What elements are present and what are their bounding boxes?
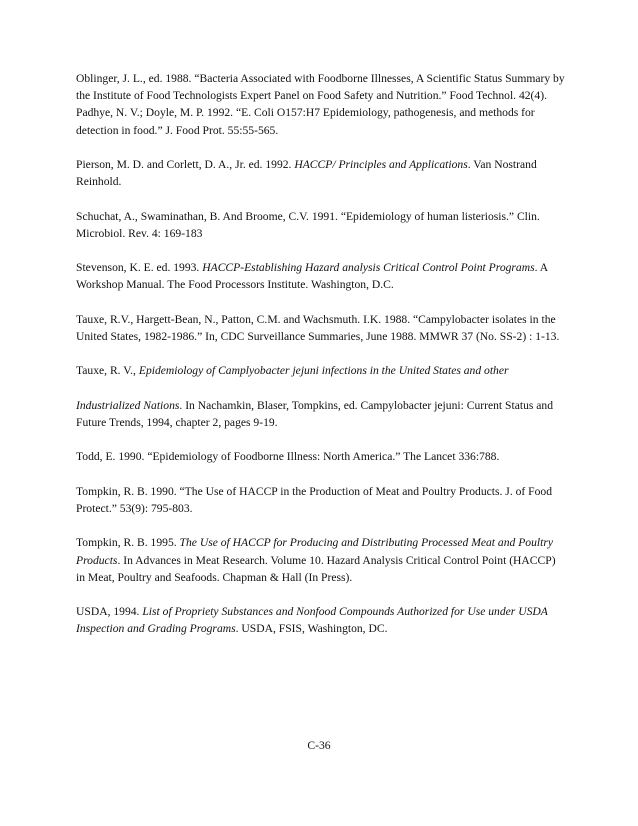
reference-tompkin-1995 — [76, 534, 566, 586]
reference-title: Industrialized Nations — [76, 398, 180, 412]
reference-title: HACCP/ Principles and Applications — [294, 158, 468, 171]
reference-text: Oblinger, J. L., ed. 1988. “Bacteria Associated with Foodborne Illnesses, A Scientific Status Summary by the Institute of Food Technologists Expert Panel on Food Safety and Nutrition.” Food Technol. 42(4). Padhye, N. V.; Doyle, M. P. 1992. “E. Coli O157:H7 Epidemiology, pathogenesis, and methods for detection in food.” J. Food Prot. 55:55-565. — [76, 72, 565, 137]
reference-text: . In Nachamkin, Blaser, Tompkins, ed. Campylobacter jejuni: Current Status and Future Trends, 1994, chapter 2, pages 9-19. — [76, 398, 554, 429]
reference-text: Tompkin, R. B. 1990. “The Use of HACCP in the Production of Meat and Poultry Products. J. of Food Protect.” 53(9): 795-803. — [76, 484, 553, 515]
reference-text: Stevenson, K. E. ed. 1993. — [76, 261, 203, 275]
reference-todd — [76, 448, 566, 465]
reference-schuchat — [76, 208, 566, 242]
reference-stevenson — [76, 259, 566, 293]
reference-text: Tauxe, R.V., Hargett-Bean, N., Patton, C.M. and Wachsmuth. I.K. 1988. “Campylobacter isolates in the United States, 1982-1986.” In, CDC Surveillance Summaries, June 1988. MMWR 37 (No. SS-2) : 1-13. — [76, 312, 560, 343]
reference-oblinger — [76, 70, 566, 139]
page-number: C-36 — [307, 739, 331, 752]
reference-title: List of Propriety Substances and Nonfood Compounds Authorized for Use under USDA Inspection and Grading Programs — [76, 605, 548, 636]
reference-tauxe-1988 — [76, 311, 566, 345]
reference-text: . In Advances in Meat Research. Volume 10. Hazard Analysis Critical Control Point (HACCP) in Meat, Poultry and Seafoods. Chapman & Hall (In Press). — [76, 553, 556, 584]
reference-text: Pierson, M. D. and Corlett, D. A., Jr. ed. 1992. — [76, 158, 295, 171]
reference-text: Schuchat, A., Swaminathan, B. And Broome, C.V. 1991. “Epidemiology of human listeriosis.” Clin. Microbiol. Rev. 4: 169-183 — [76, 209, 540, 240]
reference-title: The Use of HACCP for Producing and Distributing Processed Meat and Poultry Products — [76, 536, 553, 567]
reference-text: . Van Nostrand Reinhold. — [76, 158, 537, 189]
reference-pierson — [76, 156, 566, 190]
reference-text: Tompkin, R. B. 1995. — [76, 536, 180, 550]
reference-text: Tauxe, R. V., — [76, 364, 139, 378]
reference-text: . A Workshop Manual. The Food Processors Institute. Washington, D.C. — [76, 261, 548, 292]
reference-usda — [76, 603, 566, 637]
reference-list — [76, 70, 566, 655]
reference-text: USDA, 1994. — [76, 605, 143, 619]
reference-title: Epidemiology of Camplyobacter jejuni infections in the United States and other — [138, 364, 509, 378]
reference-tauxe-epidemiology-continued — [76, 397, 566, 431]
reference-text: . USDA, FSIS, Washington, DC. — [235, 622, 388, 636]
reference-tauxe-epidemiology — [76, 362, 566, 379]
reference-text: Todd, E. 1990. “Epidemiology of Foodborne Illness: North America.” The Lancet 336:788. — [76, 450, 500, 464]
reference-tompkin-1990 — [76, 483, 566, 517]
reference-title: HACCP-Establishing Hazard analysis Critical Control Point Programs — [202, 261, 535, 275]
